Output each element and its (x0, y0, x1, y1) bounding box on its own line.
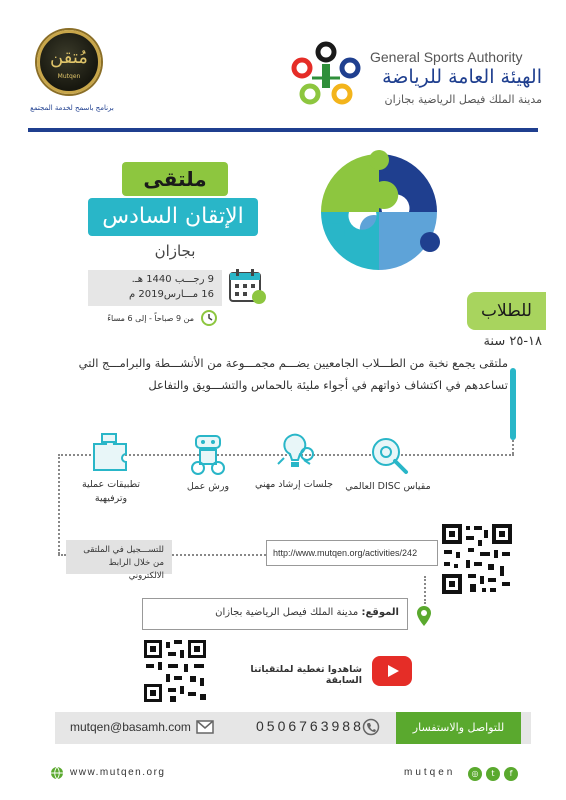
youtube-play-icon (372, 656, 412, 686)
event-city: بجازان (154, 242, 196, 260)
youtube-button[interactable] (372, 656, 412, 686)
header-divider (28, 128, 538, 132)
accent-bar (510, 368, 516, 440)
step-label-sessions: جلسات إرشاد مهني (255, 479, 333, 490)
location-pin-icon (414, 604, 434, 628)
connector-line (512, 440, 514, 454)
coverage-qr-code[interactable] (142, 638, 208, 704)
mutqen-logo (37, 30, 101, 94)
location-value: مدينة الملك فيصل الرياضية بجازان (215, 607, 359, 618)
connector-line (58, 554, 66, 556)
instagram-icon[interactable]: ◎ (468, 767, 482, 781)
whatsapp-icon (362, 718, 380, 736)
registration-line1: للتســـجيل في الملتقى (83, 545, 164, 555)
contact-label: للتواصل والاستفسار (396, 712, 521, 744)
logo-text: مُتقن (50, 47, 88, 68)
location-box (142, 598, 408, 630)
footer-website[interactable]: www.mutqen.org (70, 767, 166, 778)
connector-line (58, 454, 60, 554)
robot-icon (184, 430, 232, 478)
event-title-line2: الإتقان السادس (88, 198, 258, 236)
clock-icon (200, 309, 218, 327)
lightbulb-icon (270, 430, 318, 478)
contact-email[interactable]: mutqen@basamh.com (70, 720, 191, 734)
program-caption: برنامج باسمح لخدمة المجتمع (30, 104, 114, 112)
registration-link[interactable]: http://www.mutqen.org/activities/242 (266, 540, 438, 566)
authority-name-ar: الهيئة العامة للرياضة (382, 66, 542, 88)
date-gregorian: 16 مـــارس2019 م (129, 289, 214, 300)
registration-qr-code[interactable] (440, 522, 514, 596)
facebook-icon[interactable]: f (504, 767, 518, 781)
envelope-icon (196, 720, 214, 734)
location-label: الموقع: (361, 607, 399, 618)
logo-subtext: Mutqen (57, 73, 81, 80)
authority-city: مدينة الملك فيصل الرياضية بجازان (384, 93, 542, 106)
gsa-emblem (288, 38, 364, 110)
connector-line (424, 576, 426, 604)
authority-name-en: General Sports Authority (370, 49, 523, 65)
date-box (88, 270, 222, 306)
footer-handle: mutqen (404, 767, 456, 778)
calendar-icon (228, 268, 268, 306)
puzzle-icon (88, 428, 136, 476)
step-label-workshops: ورش عمل (186, 481, 230, 492)
coverage-label: شاهدوا تغطية لملتقياتنا السابقة (250, 664, 362, 686)
brain-gear-icon (364, 432, 412, 480)
step-label-applications: تطبيقات عملية وترفيهية (81, 479, 141, 504)
event-time: من 9 صباحاً - إلى 6 مساءً (107, 314, 194, 323)
globe-icon (50, 766, 64, 780)
registration-note (66, 540, 172, 581)
event-title-line1: ملتقى (122, 162, 228, 196)
puzzle-graphic (312, 146, 446, 272)
audience-badge: للطلاب (467, 292, 546, 330)
audience-age: ١٨-٢٥ سنة (483, 334, 542, 349)
contact-phone[interactable]: 0506763988 (256, 718, 364, 734)
twitter-icon[interactable]: t (486, 767, 500, 781)
event-description: ملتقى يجمع نخبة من الطـــلاب الجامعيين يضـــم مجمـــوعة من الأنشـــطة والبرامـــج التي تساعدهم في اكتشاف ذواتهم في أجواء مليئة بالحماس والتشـــويق والتفاعل (78, 356, 508, 392)
registration-line2: من خلال الرابط الالكتروني (108, 558, 164, 581)
date-hijri: 9 رجـــب 1440 هـ. (131, 274, 214, 285)
step-label-disc: مقياس DISC العالمي (345, 481, 431, 492)
connector-line (172, 554, 266, 556)
